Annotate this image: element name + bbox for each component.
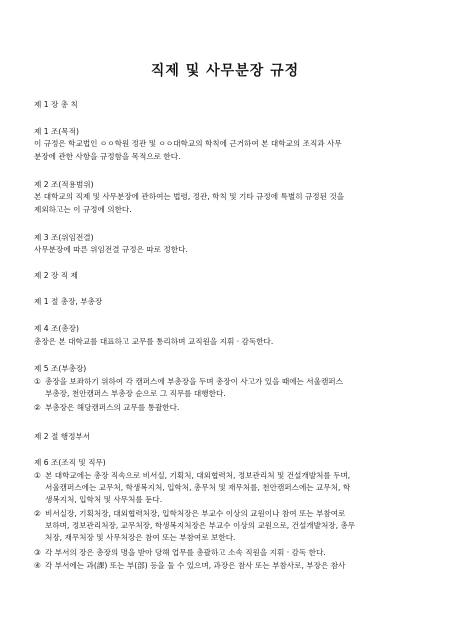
article-3-heading: 제 3 조(위임전결) [34, 233, 94, 242]
item-number: ② [34, 403, 41, 412]
item-number: ③ [34, 548, 41, 557]
article-6-item-4 [34, 561, 424, 571]
item-number: ④ [34, 561, 41, 570]
article-2-text-line: 제외하고는 이 규정에 의한다. [34, 205, 132, 214]
chapter-2-heading: 제 2 장 직 제 [34, 271, 78, 280]
article-3-text-line: 사무분장에 따른 위임전결 규정은 따로 정한다. [34, 245, 188, 254]
article-6-item-1 [34, 471, 424, 505]
article-5-item-2 [34, 403, 424, 413]
item-number: ① [34, 471, 41, 480]
chapter-1-heading: 제 1 장 총 칙 [34, 100, 78, 109]
article-1-text-line: 분장에 관한 사항을 규정함을 목적으로 한다. [34, 152, 181, 161]
item-text-line: 비서실장, 기획처장, 대외협력처장, 입학처장은 부교수 이상의 교원이나 참여 또는 부참여로 [45, 509, 346, 518]
item-text-line: 총장을 보좌하기 위하여 각 캠퍼스에 부총장을 두며 총장이 사고가 있을 때에는 서울캠퍼스 [45, 377, 343, 386]
article-5-item-1 [34, 377, 424, 399]
article-1-heading: 제 1 조(목적) [34, 127, 79, 136]
item-text-line: 부총장, 천안캠퍼스 부총장 순으로 그 직무를 대행한다. [45, 389, 226, 398]
document-title: 직제 및 사무분장 규정 [150, 63, 300, 79]
article-2-heading: 제 2 조(적용범위) [34, 180, 94, 189]
article-4-text-line: 총장은 본 대학교를 대표하고 교무를 통리하며 교직원을 지휘 · 감독한다. [34, 337, 274, 346]
item-text-line: 부총장은 해당캠퍼스의 교무를 통괄한다. [45, 403, 180, 412]
item-text-line: 각 부서의 장은 총장의 명을 받아 당해 업무를 총괄하고 소속 직원을 지휘 · 감독 한다. [45, 548, 326, 557]
item-text-line: 서울캠퍼스에는 교무처, 학생복지처, 입학처, 총무처 및 재무처를, 천안캠퍼스에는 교무처, 학 [45, 483, 351, 492]
item-text-line: 각 부서에는 과(課) 또는 부(部) 등을 둘 수 있으며, 과장은 참사 또는 부참사로, 부장은 참사 [45, 561, 346, 570]
section-1-heading: 제 1 절 총장, 부총장 [34, 297, 103, 306]
article-6-item-3 [34, 548, 424, 558]
article-6-heading: 제 6 조(조직 및 직무) [34, 458, 106, 467]
item-text-line: 본 대학교에는 총장 직속으로 비서실, 기획처, 대외협력처, 정보관리처 및 건설개발처를 두며, [45, 471, 351, 480]
article-1-text-line: 이 규정은 학교법인 ㅇㅇ학원 정관 및 ㅇㅇ대학교의 학칙에 근거하여 본 대학교의 조직과 사무 [34, 139, 342, 148]
section-2-heading: 제 2 절 행정부서 [34, 432, 91, 441]
article-4-heading: 제 4 조(총장) [34, 324, 79, 333]
item-number: ① [34, 377, 41, 386]
article-2-text-line: 본 대학교의 직제 및 사무분장에 관하여는 법령, 정관, 학칙 및 기타 규정에 특별히 규정된 것을 [34, 192, 345, 201]
item-text-line: 처장, 재무처장 및 사무처장은 참여 또는 부참여로 보한다. [45, 533, 236, 542]
item-text-line: 보하며, 정보관리처장, 교무처장, 학생복지처장은 부교수 이상의 교원으로, 건설개발처장, 총무 [45, 521, 356, 530]
article-5-heading: 제 5 조(부총장) [34, 364, 87, 373]
item-text-line: 생복지처, 입학처 및 사무처를 둔다. [45, 495, 163, 504]
item-number: ② [34, 509, 41, 518]
article-6-item-2 [34, 509, 424, 543]
